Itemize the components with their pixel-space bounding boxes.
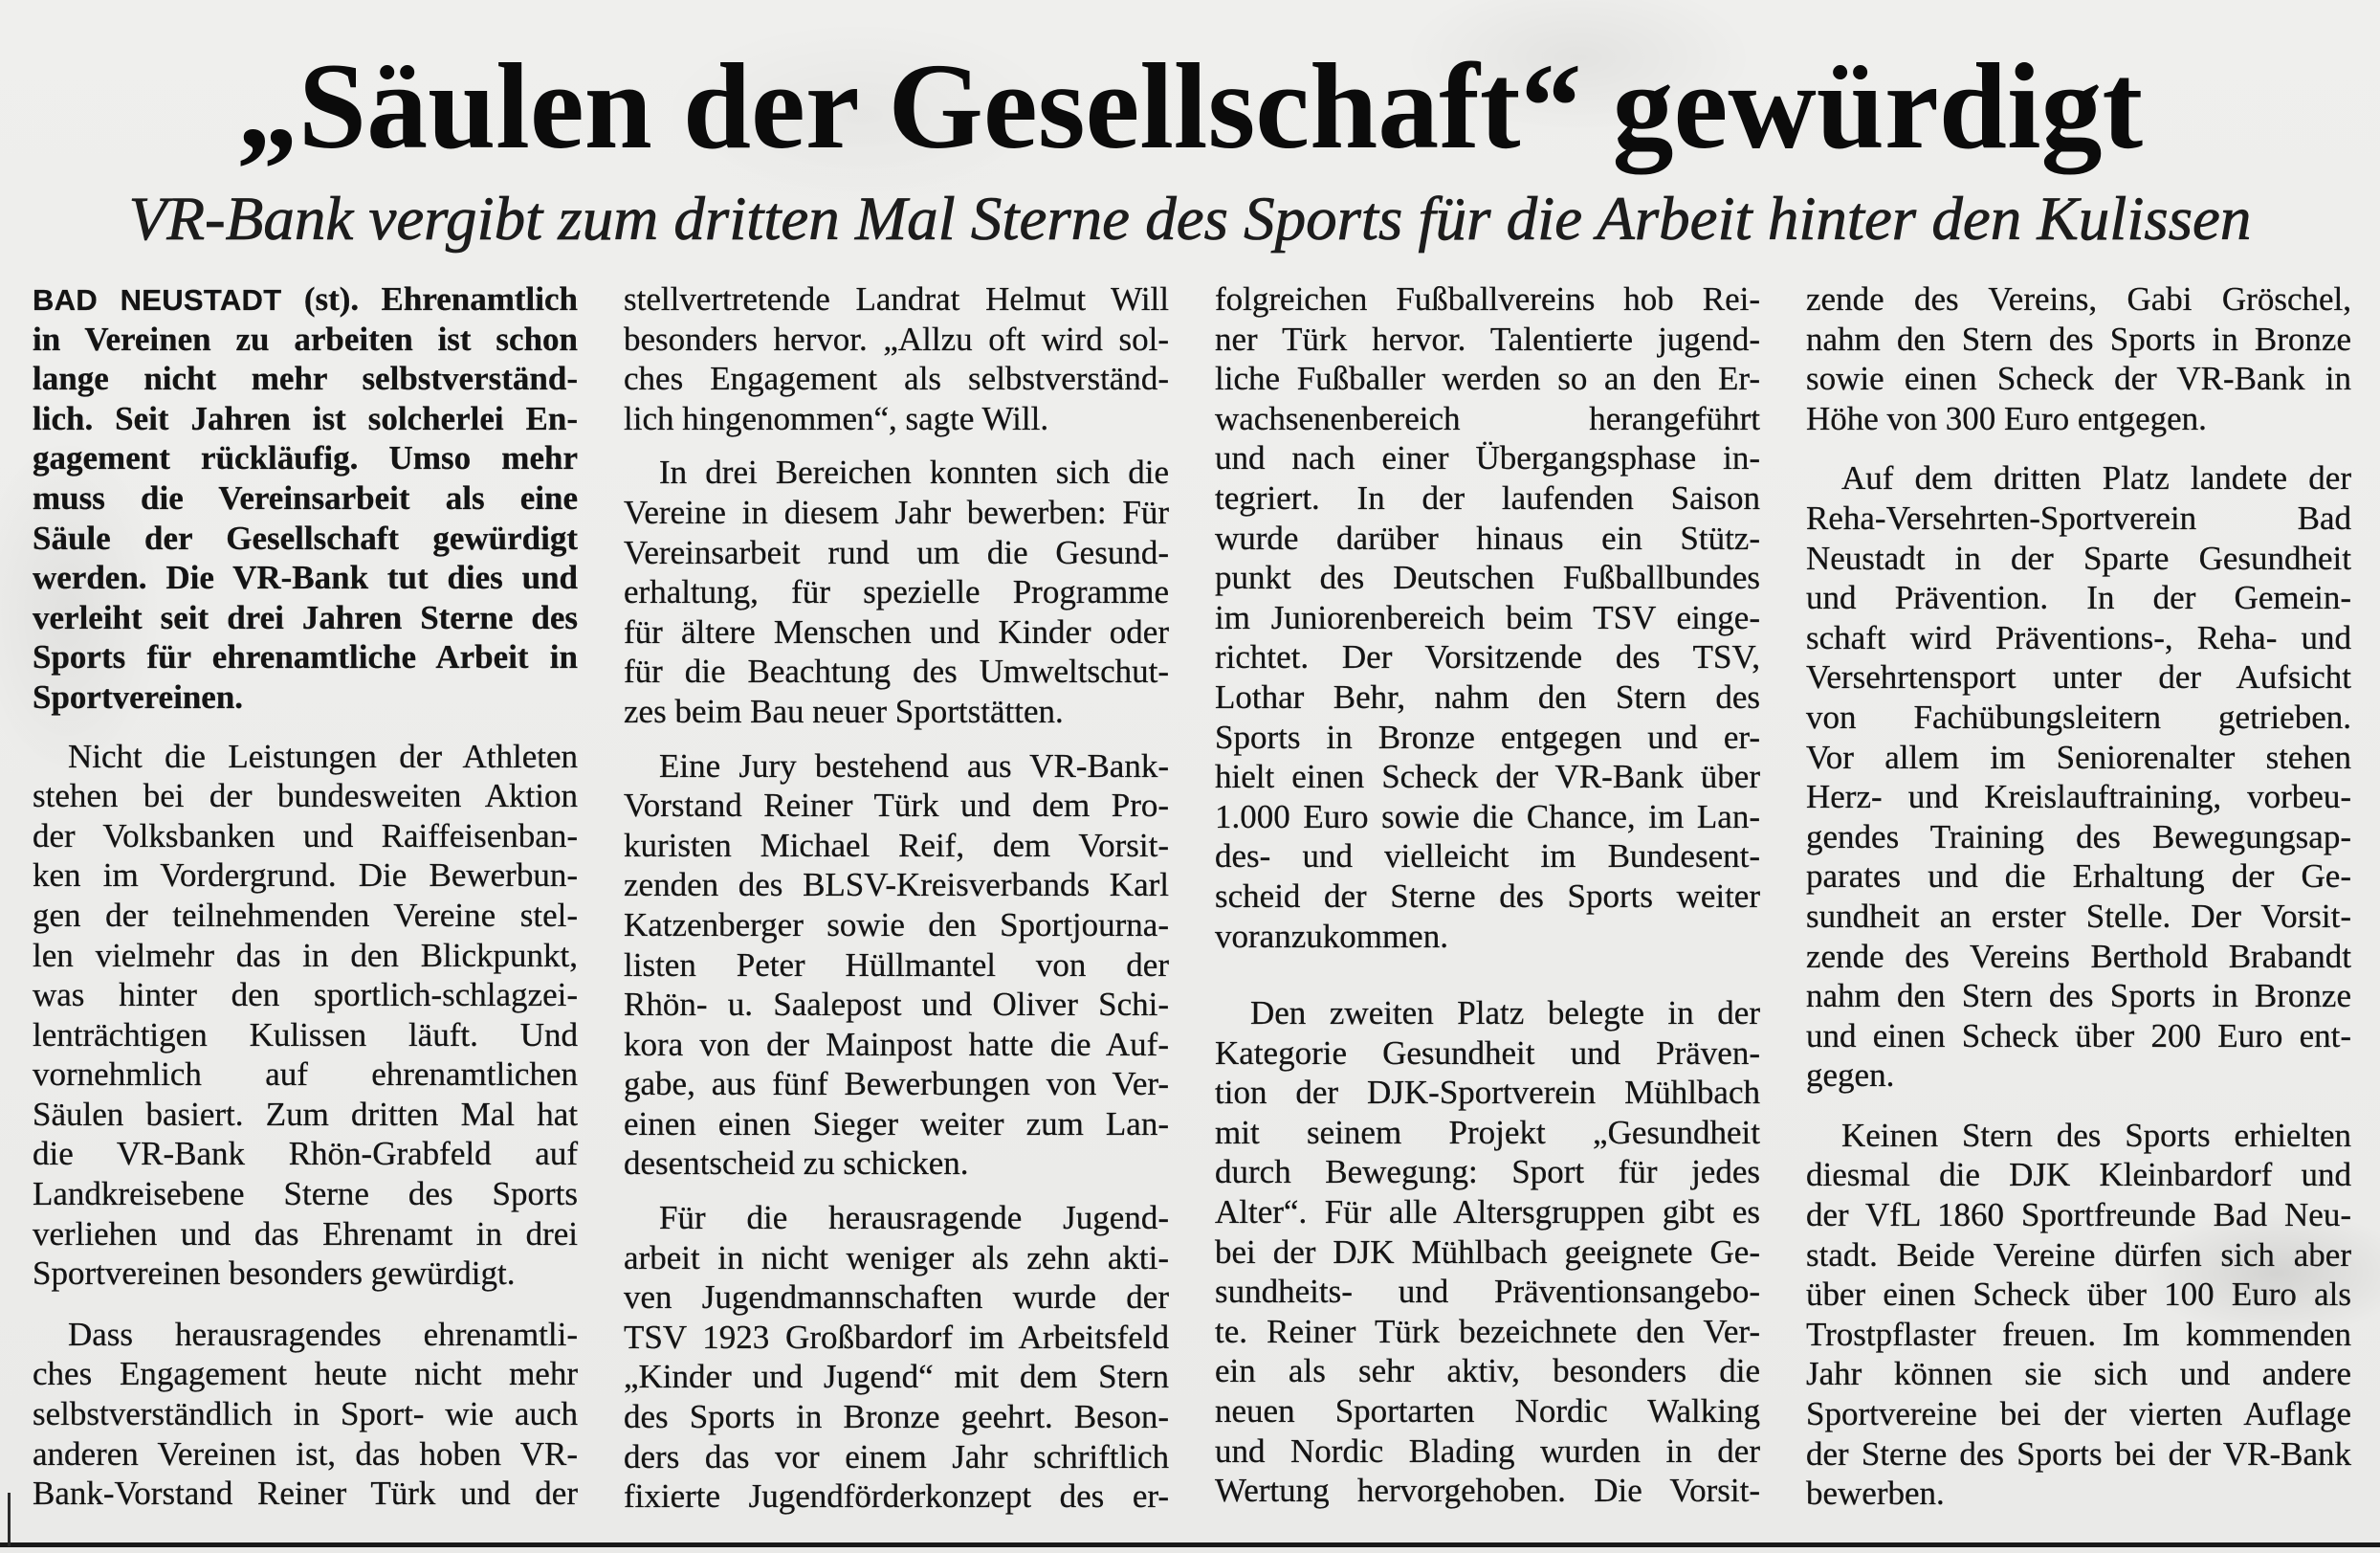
text-line: Katzenberger sowie den Sportjourna- (624, 905, 1169, 943)
text-line: folgreichen Fußballvereins hob Rei- (1215, 280, 1760, 318)
text-line: hielt einen Scheck der VR-Bank über (1215, 758, 1760, 796)
text-line: nahm den Stern des Sports in Bronze (1806, 320, 2351, 358)
paragraph (624, 453, 1169, 731)
text-line: Herz- und Kreislauftraining, vorbeu- (1806, 778, 2351, 816)
text-line: Jahr können sie sich und andere (1806, 1355, 2351, 1393)
text-line: zende des Vereins, Gabi Gröschel, (1806, 280, 2351, 318)
text-line: gendes Training des Bewegungsap- (1806, 817, 2351, 855)
text-line: kora von der Mainpost hatte die Auf- (624, 1025, 1169, 1063)
text-line: muss die Vereinsarbeit als eine (33, 478, 578, 517)
text-line: des- und vielleicht im Bundesent- (1215, 837, 1760, 876)
paragraph (1806, 1116, 2351, 1514)
text-line: wurde darüber hinaus ein Stütz- (1215, 519, 1760, 557)
text-line: Dass herausragendes ehrenamtli- (68, 1315, 578, 1353)
lead-paragraph (33, 279, 578, 718)
paragraph (1806, 458, 2351, 1096)
text-line: und nach einer Übergangsphase in- (1215, 439, 1760, 477)
text-line: lenträchtigen Kulissen läuft. Und (33, 1015, 578, 1054)
text-line: ven Jugendmannschaften wurde der (624, 1278, 1169, 1317)
text-line: lange nicht mehr selbstverständ- (33, 360, 578, 398)
dateline: BAD NEUSTADT (33, 283, 282, 317)
text-line: des Sports in Bronze geehrt. Beson- (624, 1398, 1169, 1436)
text-line: scheid der Sterne des Sports weiter (1215, 876, 1760, 915)
text-line: punkt des Deutschen Fußballbundes (1215, 559, 1760, 597)
text-line: erhaltung, für spezielle Programme (624, 573, 1169, 611)
text-line: mit seinem Projekt „Gesundheit (1215, 1113, 1760, 1151)
text-line: len vielmehr das in den Blickpunkt, (33, 936, 578, 974)
text-line: Reha-Versehrten-Sportverein Bad (1806, 499, 2351, 537)
text-line: Bank-Vorstand Reiner Türk und der (33, 1475, 578, 1513)
text-line: TSV 1923 Großbardorf im Arbeitsfeld (624, 1318, 1169, 1356)
text-line: Wertung hervorgehoben. Die Vorsit- (1215, 1472, 1760, 1510)
text-line: ner Türk hervor. Talentierte jugend- (1215, 320, 1760, 358)
text-line: was hinter den sportlich-schlagzei- (33, 976, 578, 1014)
text-line-content: (st). Ehrenamtlich (303, 280, 578, 318)
text-line: wachsenenbereich herangeführt (1215, 399, 1760, 437)
column-1 (33, 279, 578, 1514)
text-line: Vorstand Reiner Türk und dem Pro- (624, 787, 1169, 825)
text-line: Säule der Gesellschaft gewürdigt (33, 519, 578, 557)
text-line: verleiht seit drei Jahren Sterne des (33, 598, 578, 636)
text-line: voranzukommen. (1215, 917, 1448, 955)
column-4 (1806, 279, 2351, 1514)
text-line: nahm den Stern des Sports in Bronze (1806, 977, 2351, 1015)
text-line: zes beim Bau neuer Sportstätten. (624, 692, 1064, 730)
text-line: diesmal die DJK Kleinbardorf und (1806, 1156, 2351, 1194)
text-line: der VfL 1860 Sportfreunde Bad Neu- (1806, 1196, 2351, 1234)
text-line: parates und die Erhaltung der Ge- (1806, 857, 2351, 896)
paragraph (1215, 993, 1760, 1511)
text-line: und Nordic Blading wurden in der (1215, 1431, 1760, 1470)
paragraph (33, 737, 578, 1294)
text-line: Sportvereinen besonders gewürdigt. (33, 1254, 516, 1293)
text-line: schaft wird Präventions-, Reha- und (1806, 618, 2351, 656)
text-line: Landkreisebene Sterne des Sports (33, 1175, 578, 1213)
text-line: te. Reiner Türk bezeichnete den Ver- (1215, 1312, 1760, 1350)
paragraph (624, 746, 1169, 1185)
text-line: Sportvereinen. (33, 677, 244, 716)
text-line: Höhe von 300 Euro entgegen. (1806, 399, 2207, 437)
text-line: gegen. (1806, 1056, 1895, 1095)
text-line: von Fachübungsleitern getrieben. (1806, 698, 2351, 736)
text-line: über einen Scheck über 100 Euro als (1806, 1276, 2351, 1314)
text-line: neuen Sportarten Nordic Walking (1215, 1392, 1760, 1431)
text-line: sowie einen Scheck der VR-Bank in (1806, 360, 2351, 398)
text-line: tegriert. In der laufenden Saison (1215, 478, 1760, 517)
text-line: 1.000 Euro sowie die Chance, im Lan- (1215, 797, 1760, 835)
text-line: stehen bei der bundesweiten Aktion (33, 777, 578, 815)
text-line: ken im Vordergrund. Die Bewerbun- (33, 856, 578, 895)
text-line: desentscheid zu schicken. (624, 1144, 969, 1183)
text-line: ches Engagement heute nicht mehr (33, 1355, 578, 1393)
column-2 (624, 279, 1169, 1517)
text-line: Sportvereine bei der vierten Auflage (1806, 1395, 2351, 1433)
text-line: für ältere Menschen und Kinder oder (624, 612, 1169, 651)
text-line: Kategorie Gesundheit und Präven- (1215, 1033, 1760, 1072)
text-line: ches Engagement als selbstverständ- (624, 360, 1169, 398)
text-line: gen der teilnehmenden Vereine stel- (33, 896, 578, 934)
text-line: Vereinsarbeit rund um die Gesund- (624, 533, 1169, 571)
text-line: der Volksbanken und Raiffeisenban- (33, 816, 578, 854)
text-line: gagement rückläufig. Umso mehr (33, 439, 578, 477)
text-line: Für die herausragende Jugend- (659, 1199, 1169, 1237)
column-3 (1215, 279, 1760, 1511)
text-line: bei der DJK Mühlbach geeignete Ge- (1215, 1232, 1760, 1271)
text-line: liche Fußballer werden so an den Er- (1215, 360, 1760, 398)
text-line: anderen Vereinen ist, das hoben VR- (33, 1434, 578, 1473)
text-line: stellvertretende Landrat Helmut Will (624, 280, 1169, 318)
text-line: In drei Bereichen konnten sich die (659, 454, 1169, 492)
text-line: Vor allem im Seniorenalter stehen (1806, 738, 2351, 776)
clipping-edge-bottom (0, 1542, 2380, 1547)
text-line: sundheits- und Präventionsangebo- (1215, 1273, 1760, 1311)
subheadline: VR-Bank vergibt zum dritten Mal Sterne des Sports für die Arbeit hinter den Kulissen (128, 185, 2252, 254)
text-line: die VR-Bank Rhön-Grabfeld auf (33, 1135, 578, 1173)
clipping-edge-left (8, 1493, 11, 1546)
text-line: selbstverständlich in Sport- wie auch (33, 1395, 578, 1433)
text-line: werden. Die VR-Bank tut dies und (33, 559, 578, 597)
text-line: einen einen Sieger weiter zum Lan- (624, 1104, 1169, 1143)
text-line: ders das vor einem Jahr schriftlich (624, 1437, 1169, 1475)
text-line: listen Peter Hüllmantel von der (624, 945, 1169, 984)
text-line: tion der DJK-Sportverein Mühlbach (1215, 1074, 1760, 1112)
text-line: für die Beachtung des Umweltschut- (624, 653, 1169, 691)
text-line: kuristen Michael Reif, dem Vorsit- (624, 826, 1169, 864)
text-line: verliehen und das Ehrenamt in drei (33, 1214, 578, 1253)
text-line: Eine Jury bestehend aus VR-Bank- (659, 746, 1169, 785)
paragraph (624, 1198, 1169, 1517)
text-line: der Sterne des Sports bei der VR-Bank (1806, 1434, 2351, 1473)
text-line: und Prävention. In der Gemein- (1806, 579, 2351, 617)
text-line: Keinen Stern des Sports erhielten (1841, 1116, 2351, 1154)
text-line: stadt. Beide Vereine dürfen sich aber (1806, 1235, 2351, 1274)
text-line: besonders hervor. „Allzu oft wird sol- (624, 320, 1169, 358)
text-line: „Kinder und Jugend“ mit dem Stern (624, 1358, 1169, 1396)
text-line: Lothar Behr, nahm den Stern des (1215, 677, 1760, 716)
text-line (33, 279, 578, 320)
text-line: fixierte Jugendförderkonzept des er- (624, 1477, 1169, 1516)
text-line: sundheit an erster Stelle. Der Vorsit- (1806, 897, 2351, 935)
paragraph (33, 1315, 578, 1514)
text-line: und einen Scheck über 200 Euro ent- (1806, 1016, 2351, 1054)
text-line: Versehrtensport unter der Aufsicht (1806, 658, 2351, 697)
text-line: lich hingenommen“, sagte Will. (624, 399, 1049, 437)
text-line: durch Bewegung: Sport für jedes (1215, 1153, 1760, 1191)
text-line: Neustadt in der Sparte Gesundheit (1806, 539, 2351, 577)
text-line: zenden des BLSV-Kreisverbands Karl (624, 866, 1169, 904)
text-line: vornehmlich auf ehrenamtlichen (33, 1055, 578, 1094)
paragraph (1806, 279, 2351, 438)
text-line: ein als sehr aktiv, besonders die (1215, 1352, 1760, 1390)
paragraph (1215, 279, 1760, 956)
text-line: Sports in Bronze entgegen und er- (1215, 718, 1760, 756)
text-line: Trostpflaster freuen. Im kommenden (1806, 1315, 2351, 1353)
text-line: arbeit in nicht weniger als zehn akti- (624, 1238, 1169, 1276)
text-line: im Juniorenbereich beim TSV einge- (1215, 598, 1760, 636)
text-line: Rhön- u. Saalepost und Oliver Schi- (624, 986, 1169, 1024)
text-line: richtet. Der Vorsitzende des TSV, (1215, 638, 1760, 677)
text-line: zende des Vereins Berthold Brabandt (1806, 937, 2351, 975)
paragraph (624, 279, 1169, 438)
text-line: Vereine in diesem Jahr bewerben: Für (624, 493, 1169, 531)
text-line: gabe, aus fünf Bewerbungen von Ver- (624, 1065, 1169, 1103)
headline: „Säulen der Gesellschaft“ gewürdigt (236, 38, 2144, 174)
text-line: Den zweiten Platz belegte in der (1250, 994, 1760, 1032)
text-line: in Vereinen zu arbeiten ist schon (33, 320, 578, 358)
text-line: bewerben. (1806, 1475, 1945, 1513)
text-line: Säulen basiert. Zum dritten Mal hat (33, 1095, 578, 1133)
text-line: Alter“. Für alle Altersgruppen gibt es (1215, 1193, 1760, 1231)
text-line: Auf dem dritten Platz landete der (1841, 459, 2351, 498)
text-line: lich. Seit Jahren ist solcherlei En- (33, 399, 578, 437)
text-line: Nicht die Leistungen der Athleten (68, 737, 578, 775)
text-line: Sports für ehrenamtliche Arbeit in (33, 638, 578, 677)
